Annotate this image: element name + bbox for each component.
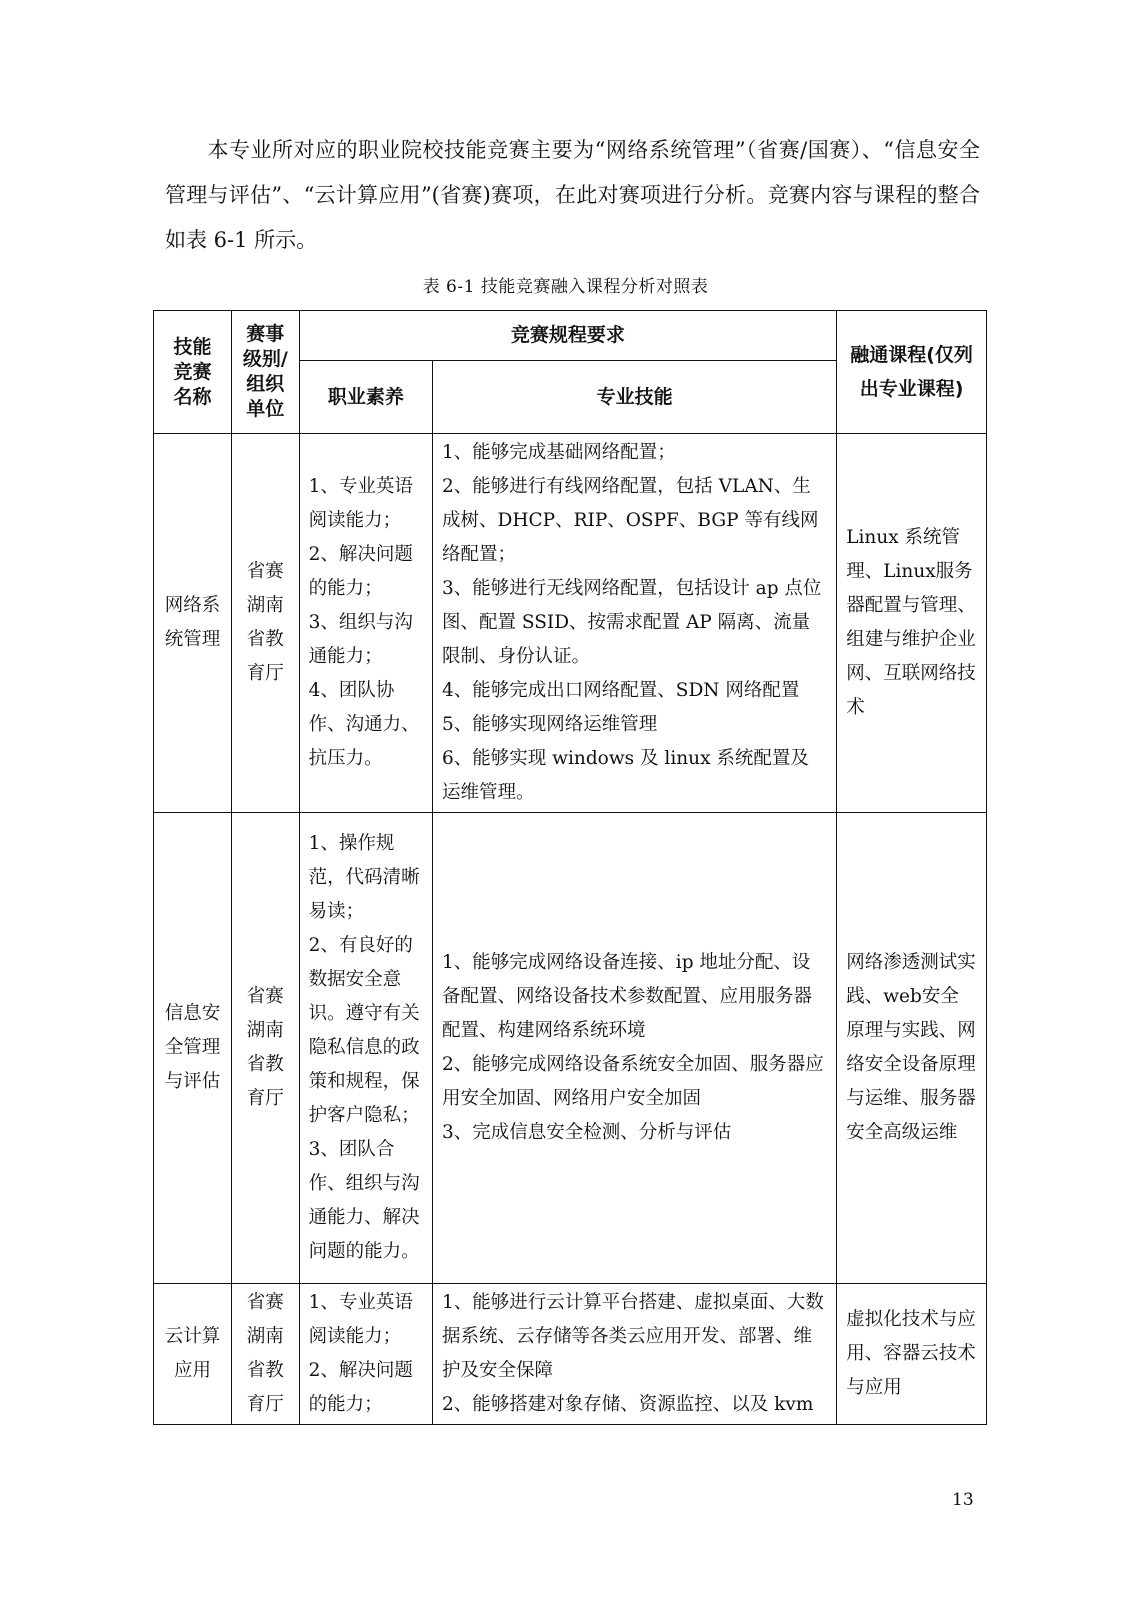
quality-list [299, 813, 432, 1284]
competition-level: 省赛湖南省教育厅 [231, 813, 299, 1284]
header-level: 赛事级别/组织单位 [231, 311, 299, 434]
competition-level: 省赛湖南省教育厅 [231, 434, 299, 813]
skill-item: 2、能够搭建对象存储、资源监控、以及 kvm [442, 1394, 814, 1415]
skill-item: 3、能够进行无线网络配置，包括设计 ap 点位图、配置 SSID、按需求配置 AP 隔离、流量限制、身份认证。 [442, 578, 822, 667]
quality-item: 3、团队合作、组织与沟通能力、解决问题的能力。 [308, 1139, 420, 1262]
header-quality: 职业素养 [299, 361, 432, 434]
skill-item: 1、能够完成网络设备连接、ip 地址分配、设备配置、网络设备技术参数配置、应用服务器配置、构建网络系统环境 [442, 952, 813, 1041]
competition-course-table [153, 310, 987, 1425]
skill-item: 3、完成信息安全检测、分析与评估 [442, 1122, 732, 1143]
quality-item: 1、专业英语阅读能力； [308, 1292, 413, 1347]
table-row [154, 813, 987, 1284]
skill-item: 2、能够进行有线网络配置，包括 VLAN、生成树、DHCP、RIP、OSPF、BGP 等有线网络配置； [442, 476, 819, 565]
skill-item: 4、能够完成出口网络配置、SDN 网络配置 [442, 680, 800, 701]
header-requirements: 竞赛规程要求 [299, 311, 837, 361]
intro-paragraph: 本专业所对应的职业院校技能竞赛主要为“网络系统管理”（省赛/国赛）、“信息安全管理与评估”、“云计算应用”(省赛)赛项，在此对赛项进行分析。竞赛内容与课程的整合如表 6-1 所示。 [165, 138, 980, 252]
quality-list [299, 1284, 432, 1425]
page-number: 13 [952, 1490, 974, 1510]
quality-item: 2、解决问题的能力； [308, 544, 413, 599]
quality-item: 2、有良好的数据安全意识。遵守有关隐私信息的政策和规程，保护客户隐私； [308, 935, 420, 1126]
competition-name: 云计算应用 [154, 1284, 232, 1425]
header-skill: 专业技能 [433, 361, 837, 434]
skill-item: 1、能够完成基础网络配置； [442, 442, 676, 463]
skill-list [433, 813, 837, 1284]
skill-item: 5、能够实现网络运维管理 [442, 714, 658, 735]
header-course: 融通课程(仅列出专业课程) [837, 311, 987, 434]
quality-list [299, 434, 432, 813]
course-list: 虚拟化技术与应用、容器云技术与应用 [837, 1284, 987, 1425]
skill-list [433, 434, 837, 813]
quality-item: 3、组织与沟通能力； [308, 612, 413, 667]
table-row [154, 1284, 987, 1425]
header-competition-name: 技能竞赛名称 [154, 311, 232, 434]
course-list: 网络渗透测试实践、web安全原理与实践、网络安全设备原理与运维、服务器安全高级运维 [837, 813, 987, 1284]
skill-item: 2、能够完成网络设备系统安全加固、服务器应用安全加固、网络用户安全加固 [442, 1054, 824, 1109]
skill-item: 6、能够实现 windows 及 linux 系统配置及运维管理。 [442, 748, 809, 803]
course-list: Linux 系统管理、Linux服务器配置与管理、组建与维护企业网、互联网络技术 [837, 434, 987, 813]
competition-name: 网络系统管理 [154, 434, 232, 813]
skill-list [433, 1284, 837, 1425]
quality-item: 4、团队协作、沟通力、抗压力。 [308, 680, 420, 769]
quality-item: 1、专业英语阅读能力； [308, 476, 413, 531]
quality-item: 2、解决问题的能力； [308, 1360, 413, 1415]
table-row [154, 434, 987, 813]
competition-level: 省赛湖南省教育厅 [231, 1284, 299, 1425]
competition-name: 信息安全管理与评估 [154, 813, 232, 1284]
quality-item: 1、操作规范，代码清晰易读； [308, 833, 420, 922]
table-caption: 表 6-1 技能竞赛融入课程分析对照表 [422, 277, 709, 297]
skill-item: 1、能够进行云计算平台搭建、虚拟桌面、大数据系统、云存储等各类云应用开发、部署、维护及安全保障 [442, 1292, 824, 1381]
